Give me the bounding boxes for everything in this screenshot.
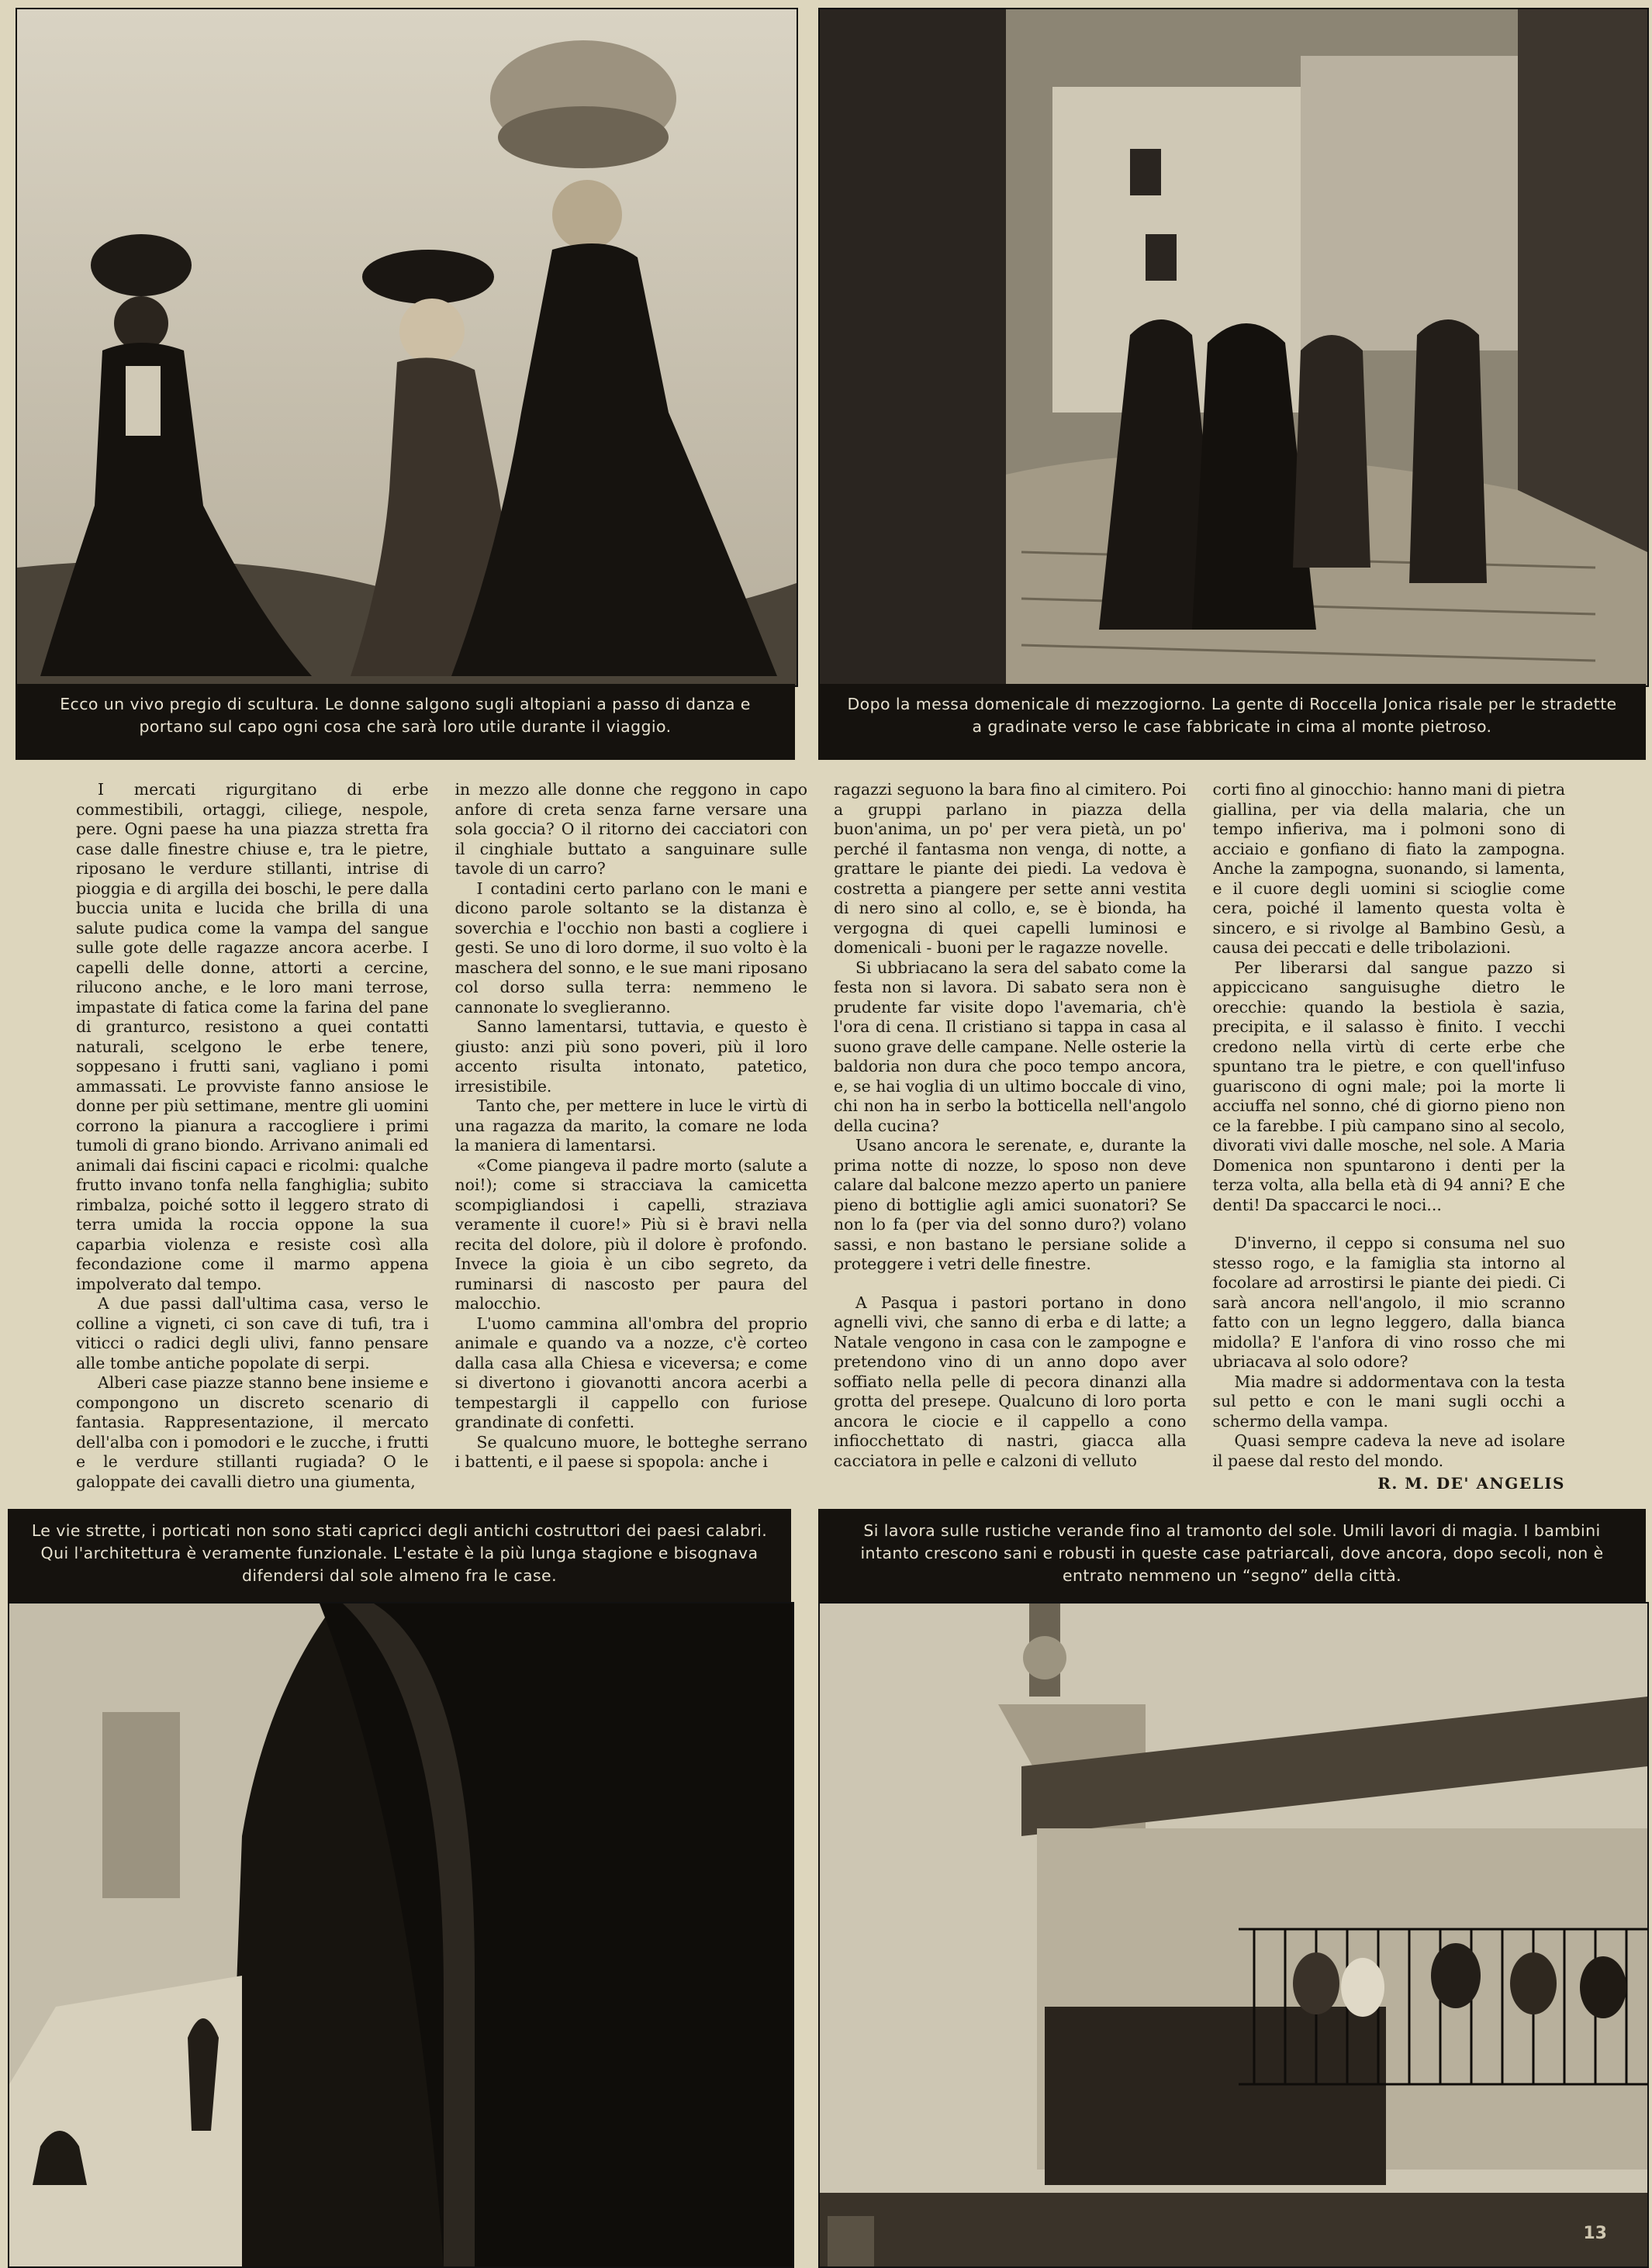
caption-top-right: Dopo la messa domenicale di mezzogiorno. La gente di Roccella Jonica risale per le stradette a gradinate verso le case fabbricate in cima al monte pietroso. [818, 684, 1646, 760]
page-folio: 13 [1583, 2224, 1607, 2243]
photo-veranda-houses [818, 1602, 1649, 2268]
paragraph: Tanto che, per mettere in luce le virtù di una ragazza da marito, la comare ne loda la maniera di lamentarsi. [454, 1096, 807, 1155]
paragraph: Se qualcuno muore, le botteghe serrano i battenti, e il paese si spopola: anche i [454, 1432, 807, 1471]
paragraph: Quasi sempre cadeva la neve ad isolare il paese dal resto del mondo. [1212, 1431, 1565, 1470]
paragraph: A Pasqua i pastori portano in dono agnelli vivi, che sanno di erba e di latte; a Natale vengono in casa con le zampogne e pretendono vino di un anno dopo aver soffiato nella pelle di pecora dinanzi alla grotta del presepe. Qualcuno di loro porta ancora le ciocie e il cappello a cono infiocchettato di nastri, giacca alla cacciatora in pelle e calzoni di velluto [834, 1293, 1187, 1470]
paragraph: Si ubbriacano la sera del sabato come la festa non si lavora. Di sabato sera non è prudente far visite dopo l'avemaria, ch'è l'ora di cena. Il cristiano si tappa in casa al suono grave delle campane. Nelle osterie la baldoria non dura che poco tempo ancora, e, se hai voglia di un ultimo boccale di vino, chi non ha in serbo la botticella nell'angolo della cucina? [834, 958, 1187, 1135]
paragraph: Alberi case piazze stanno bene insieme e compongono un discreto scenario di fantasia. Rappresentazione, il mercato dell'alba con i pomodori e le zucche, i frutti e le verdure stillanti rugiada? O le galoppate dei cavalli dietro una giumenta, [76, 1373, 429, 1491]
paragraph: in mezzo alle donne che reggono in capo anfore di creta senza farne versare una sola goccia? O il ritorno dei cacciatori con il cinghiale buttato a sanguinare sulle tavole di un carro? [454, 780, 807, 878]
article-column-2 [455, 780, 808, 1501]
author-byline: R. M. DE' ANGELIS [1377, 1474, 1565, 1493]
caption-bottom-left: Le vie strette, i porticati non sono stati capricci degli antichi costruttori dei paesi calabri. Qui l'architettura è veramente funzionale. L'estate è la più lunga stagione e bisognava difendersi dal sole almeno fra le case. [8, 1509, 791, 1603]
article-column-1 [76, 780, 429, 1501]
photo-stair-street-roccella-jonica [818, 8, 1649, 687]
paragraph: I contadini certo parlano con le mani e dicono parole soltanto se la distanza è soverchia e l'occhio non basti a cogliere i gesti. Se uno di loro dorme, il suo volto è la maschera del sonno, e le sue mani riposano col dorso sulla terra: nemmeno le cannonate lo sveglieranno. [454, 879, 807, 1017]
article-column-4 [1213, 780, 1566, 1501]
paragraph: ragazzi seguono la bara fino al cimitero. Poi a gruppi parlano in piazza della buon'anima, un po' per vera pietà, un po' perché il fantasma non venga, di notte, a grattare le piante dei piedi. La vedova è costretta a piangere per sette anni vestita di nero sino al collo, e, se è bionda, ha vergogna di quei capelli luminosi e domenicali - buoni per le ragazze novelle. [834, 780, 1187, 957]
paragraph: I mercati rigurgitano di erbe commestibili, ortaggi, ciliege, nespole, pere. Ogni paese ha una piazza stretta fra case dalle finestre chiuse e, tra le pietre, riposano le verdure stillanti, intrise di pioggia e di argilla dei boschi, le pere dalla buccia unita e lucida che brilla di una salute pudica come la vampa del sangue sulle gote delle ragazze ancora acerbe. I capelli delle donne, attorti a cercine, rilucono anche, e le loro mani terrose, impastate di fatica come la farina del pane di granturco, resistono a quei contatti naturali, scelgono le erbe tenere, soppesano i frutti sani, vagliano i pomi ammassati. Le provviste fanno ansiose le donne per più settimane, mentre gli uomini corrono la pianura a raccogliere i primi tumoli di grano biondo. Arrivano animali ed animali dai fiscini capaci e ricolmi: qualche frutto invano tonfa nella fanghiglia; subito rimbalza, poiché sotto il leggero strato di terra umida la roccia oppone la sua caparbia violenza e resiste così alla fecondazione come il marmo appena impolverato dal tempo. [76, 780, 429, 1293]
paragraph: A due passi dall'ultima casa, verso le colline a vigneti, ci son cave di tufi, tra i viticci o radici degli ulivi, fanno pensare alle tombe antiche popolate di serpi. [76, 1294, 429, 1372]
paragraph: Per liberarsi dal sangue pazzo si appiccicano sanguisughe dietro le orecchie: quando la bestiola è sazia, precipita, e il salasso è finito. I vecchi credono nella virtù di certe erbe che spuntano tra le pietre, e con quell'infuso guariscono di ogni male; poi la morte li acciuffa nel sonno, ché di giorno pieno non ce la farebbe. I più campano sino al secolo, divorati vivi dalle mosche, nel sole. A Maria Domenica non spuntarono i denti per la terza volta, alla bella età di 94 anni? E che denti! Da spaccarci le noci... [1212, 958, 1565, 1214]
article-body [76, 780, 1565, 1501]
paragraph: D'inverno, il ceppo si consuma nel suo stesso rogo, e la famiglia sta intorno al focolare ad arrostirsi le piante dei piedi. Ci sarà ancora nell'angolo, il mio scranno fatto con un legno leggero, dalla bianca midolla? E l'anfora di vino rosso che mi ubriacava al solo odore? [1212, 1234, 1565, 1371]
photo-narrow-street-porticoes [8, 1602, 794, 2268]
paragraph: corti fino al ginocchio: hanno mani di pietra giallina, per via della malaria, che un tempo infieriva, ma i polmoni sono di acciaio e gonfiano di fiato la zampogna. Anche la zampogna, suonando, si lamenta, e il cuore degli uomini si scioglie come cera, poiché il lamento questa volta è sincero, e si rivolge al Bambino Gesù, a causa dei peccati e delle tribolazioni. [1212, 780, 1565, 957]
paragraph: Sanno lamentarsi, tuttavia, e questo è giusto: anzi più sono poveri, più il loro accento risulta intonato, patetico, irresistibile. [454, 1017, 807, 1096]
article-column-3 [834, 780, 1187, 1501]
paragraph: «Come piangeva il padre morto (salute a noi!); come si stracciava la camicetta scompigliandosi i capelli, straziava veramente il cuore!» Più si è bravi nella recita del dolore, più il dolore è profondo. Invece la gioia è un cibo segreto, da ruminarsi di nascosto per paura del malocchio. [454, 1155, 807, 1313]
paragraph: Usano ancora le serenate, e, durante la prima notte di nozze, lo sposo non deve calare dal balcone mezzo aperto un paniere pieno di bottiglie agli amici suonatori? Se non lo fa (per via del sonno duro?) volano sassi, e non bastano le persiane solide a proteggere i vetri delle finestre. [834, 1136, 1187, 1273]
paragraph: Mia madre si addormentava con la testa sul petto e con le mani sugli occhi a schermo della vampa. [1212, 1372, 1565, 1431]
photo-women-carrying-baskets [16, 8, 798, 687]
caption-top-left: Ecco un vivo pregio di scultura. Le donne salgono sugli altopiani a passo di danza e portano sul capo ogni cosa che sarà loro utile durante il viaggio. [16, 684, 795, 760]
caption-bottom-right: Si lavora sulle rustiche verande fino al tramonto del sole. Umili lavori di magia. I bambini intanto crescono sani e robusti in queste case patriarcali, dove ancora, dopo secoli, non è entrato nemmeno un “segno” della città. [818, 1509, 1646, 1603]
paragraph: L'uomo cammina all'ombra del proprio animale e quando va a nozze, c'è corteo dalla casa alla Chiesa e viceversa; e come si divertono i giovanotti ancora acerbi a tempestargli il cappello con furiose grandinate di confetti. [454, 1314, 807, 1431]
